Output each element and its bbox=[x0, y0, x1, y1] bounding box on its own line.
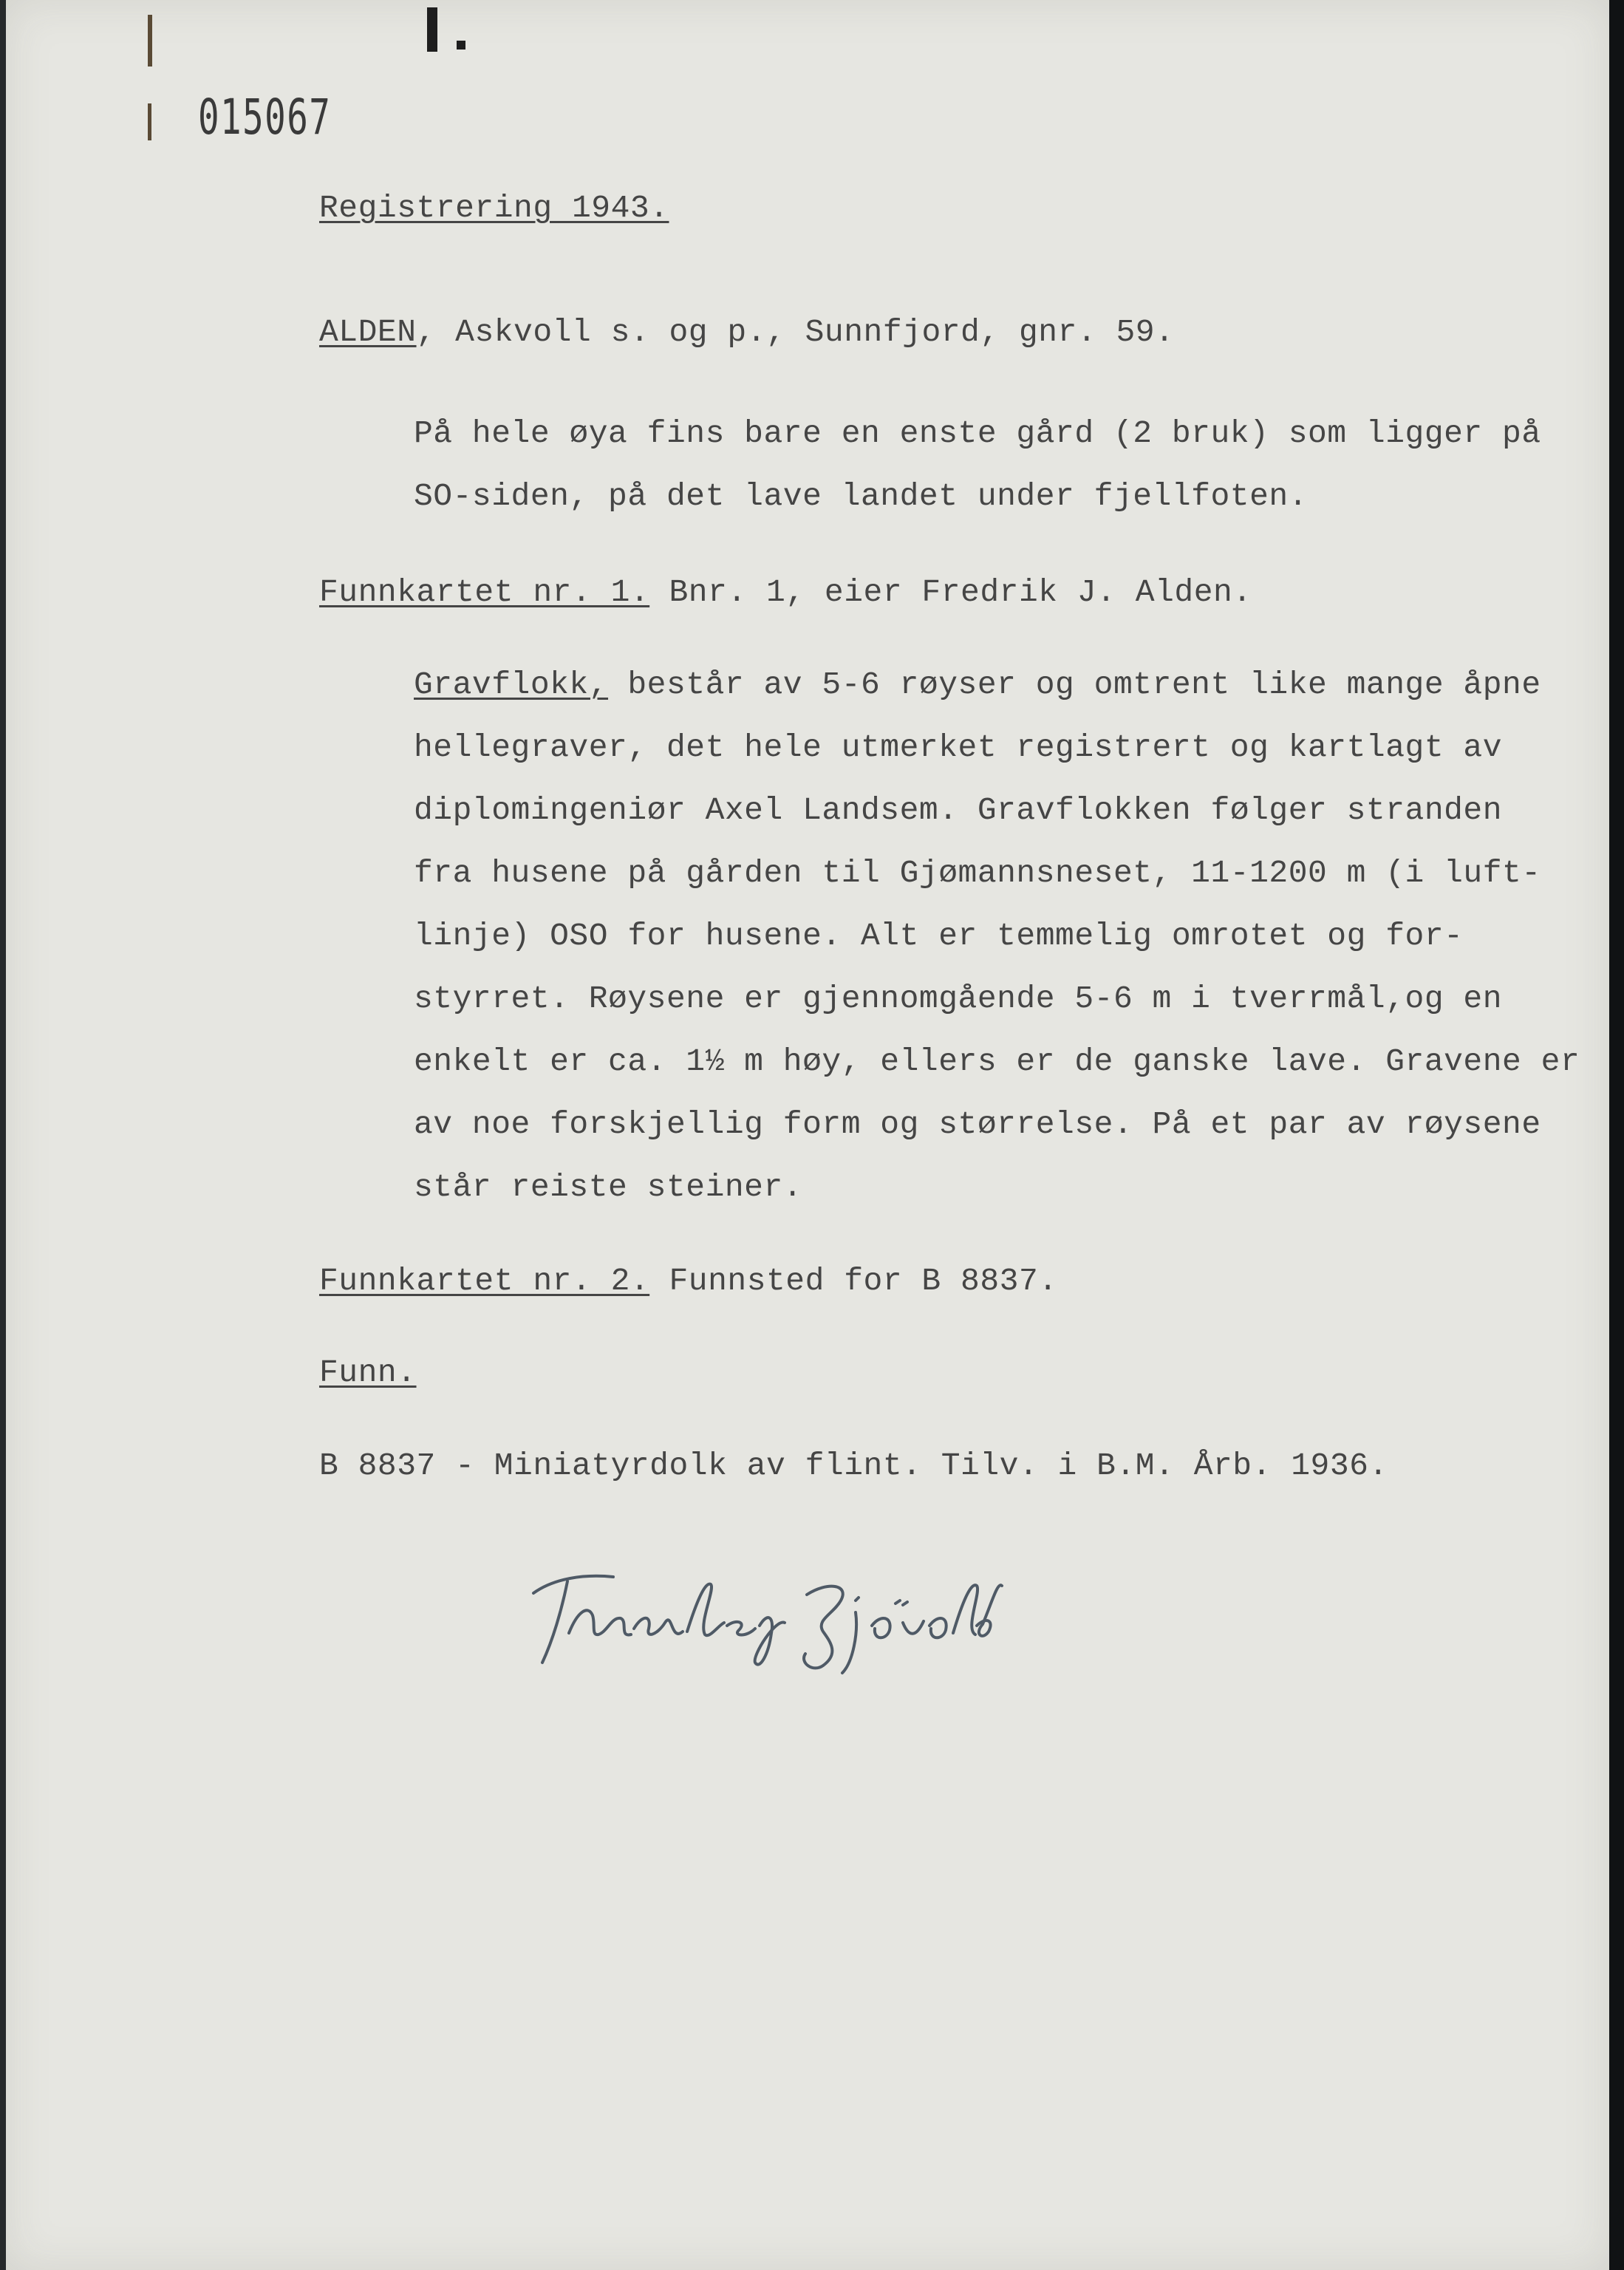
map2-line bbox=[319, 1265, 1058, 1297]
gravflokk-line: står reiste steiner. bbox=[414, 1169, 803, 1205]
intro-line: SO-siden, på det lave landet under fjellfoten. bbox=[414, 478, 1308, 514]
binding-mark bbox=[148, 15, 152, 67]
map2-label: Funnkartet nr. 2. bbox=[319, 1263, 650, 1299]
site-rest: , Askvoll s. og p., Sunnfjord, gnr. 59. bbox=[416, 314, 1175, 350]
site-line bbox=[319, 316, 1174, 348]
gravflokk-line: fra husene på gården til Gjømannsneset, 11-1200 m (i luft- bbox=[414, 855, 1541, 891]
gravflokk-first: består av 5-6 røyser og omtrent like mange åpne bbox=[608, 667, 1541, 703]
gravflokk-line: hellegraver, det hele utmerket registrert og kartlagt av bbox=[414, 729, 1503, 766]
gravflokk-line: diplomingeniør Axel Landsem. Gravflokken følger stranden bbox=[414, 792, 1503, 828]
binding-mark bbox=[148, 103, 151, 140]
binding-mark bbox=[457, 41, 465, 50]
map1-line bbox=[319, 576, 1252, 608]
gravflokk-label: Gravflokk, bbox=[414, 667, 609, 703]
gravflokk-line bbox=[414, 669, 1541, 701]
map1-label: Funnkartet nr. 1. bbox=[319, 574, 650, 610]
map1-text: Bnr. 1, eier Fredrik J. Alden. bbox=[649, 574, 1252, 610]
finds-heading: Funn. bbox=[319, 1354, 417, 1391]
site-name: ALDEN bbox=[319, 314, 417, 350]
find-line: B 8837 - Miniatyrdolk av flint. Tilv. i B.M. Årb. 1936. bbox=[319, 1448, 1388, 1484]
intro-line: På hele øya fins bare en enste gård (2 bruk) som ligger på bbox=[414, 415, 1541, 451]
signature-scribble bbox=[525, 1552, 1005, 1677]
scan-edge bbox=[1609, 0, 1624, 2270]
map2-text: Funnsted for B 8837. bbox=[649, 1263, 1058, 1299]
gravflokk-line: av noe forskjellig form og størrelse. På et par av røysene bbox=[414, 1106, 1541, 1142]
gravflokk-line: styrret. Røysene er gjennomgående 5-6 m i tverrmål,og en bbox=[414, 981, 1503, 1017]
gravflokk-line: enkelt er ca. 1½ m høy, ellers er de ganske lave. Gravene er bbox=[414, 1043, 1580, 1080]
signature bbox=[525, 1552, 1005, 1681]
archive-number: 015067 bbox=[198, 89, 332, 146]
heading: Registrering 1943. bbox=[319, 190, 669, 226]
gravflokk-line: linje) OSO for husene. Alt er temmelig omrotet og for- bbox=[414, 918, 1464, 954]
binding-mark bbox=[427, 7, 437, 52]
